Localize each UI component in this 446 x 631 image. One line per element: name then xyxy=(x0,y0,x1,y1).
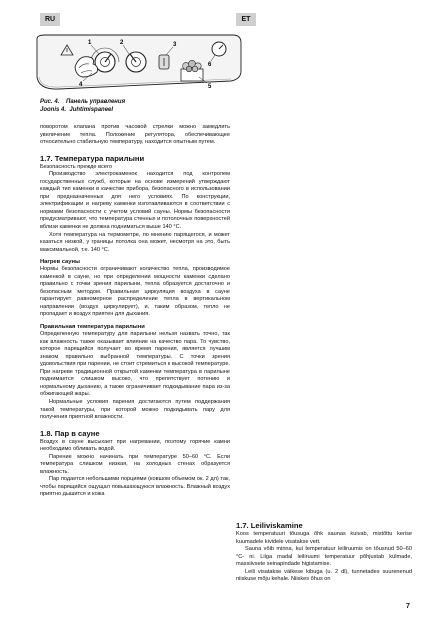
language-tag-et: ET xyxy=(236,13,256,26)
ru-steam-paragraph-1: Воздух в сауне высыхает при нагревании, поэтому горячие камни необходимо обливать водой. xyxy=(40,438,230,453)
ru-steam-paragraph-3: Пар подается небольшими порциями (ковшом объемом ок. 2 дл) так, чтобы парящийся ощущал повышающуюся влажность. Влажный воздух приятно дышится и кожа xyxy=(40,476,230,498)
callout-label-1: 1 xyxy=(88,40,92,46)
callout-label-3: 3 xyxy=(173,42,177,48)
caption-ru-number: Рис. 4. xyxy=(40,99,60,105)
ru-correct-temp-paragraph-1: Определенную температуру для парилыни нельзя назвать точно, так как влажность также оказывает влияние на качество пара. То чувство, которое парящийся получает во время парения, является лучшим знаком правильно выбранной температуры. С точки зрения удовольствия при парении, не стоит стремиться к высокой температуре. При нагреве традиционной открытой каменки температура в парилыне поднимается слишком высоко, что препятствует потению и нормальному дыханию, а также ограничивает подкидывание пара из-за обжигающей жары. xyxy=(40,331,230,398)
ru-safety-paragraph-1: Производство электрокаменок находится под контролем государственных служб, которые на основе измерений утверждают каждый тип каменки в качестве прибора, безопасного в использовании при предназначенных для него условиях. По конструкции, электрификации и нагреву каменки изготавливаются в соответствии с нормами безопасности с учетом условий сауны. Нормы безопасности предусматривают, что температура стенных и потолочных поверхностей вблизи каменки не должна подниматься выше 140 °C. xyxy=(40,171,230,231)
et-paragraph-2: Sauna võib minna, kui temperatuur leiliruumis on tõusnud 50–60 °C- ni. Liiga madal leiliruumi temperatuur põhjustab külmade, massiivsete seinapindade higistamise. xyxy=(236,546,412,568)
thermometer-gauge-icon xyxy=(212,42,226,56)
ru-correct-temp-paragraph-2: Нормальные условия парения достигаются путем поддержания такой температуры, при которой можно подкидывать пару для получения приятной влажности. xyxy=(40,398,230,421)
et-paragraph-1: Koos temperatuuri tõusuga õhk saunas kuivab, mistõttu kerise kuumadele kividele visatakse vett. xyxy=(236,531,412,545)
caption-ru-text: Панель управления xyxy=(66,99,126,105)
et-section-1-7-title: 1.7. Leiliviskamine xyxy=(236,521,303,530)
callout-label-5: 5 xyxy=(208,84,212,90)
ru-section-1-8-title: 1.8. Пар в сауне xyxy=(40,428,100,438)
ru-correct-temp-title: Правильная температура парилыни xyxy=(40,324,145,331)
ru-safety-paragraph-2: Хотя температура на термометре, по мнению парящегося, и может казаться низкой, у границы потолка она может, несмотря на это, быть максимальной, т.е. 140 °C. xyxy=(40,231,230,253)
callout-label-6: 6 xyxy=(208,62,212,68)
heater-stones-icon xyxy=(181,60,203,81)
figure-caption-ru xyxy=(40,98,125,106)
caption-et-number: Joonis 4. xyxy=(40,107,67,113)
page-number: 7 xyxy=(406,603,410,610)
callout-label-4: 4 xyxy=(79,82,83,88)
ru-heating-paragraph: Нормы безопасности ограничивают количество тепла, производимое каменкой в сауне, но при определении мощности каменки сделано правильно с точки зрения парилыни, тепла образуется достаточно и безопасным методом. Правильная циркуляция воздуха в сауне гарантирует равномерное распределение тепла в вертикальном направлении (воздух циркулирует), и, таким образом, тепло не пропадает и воздух приятен для дыхания. xyxy=(40,266,230,318)
ru-heating-title: Нагрев сауны xyxy=(40,259,80,266)
thermostat-knob-icon xyxy=(126,52,146,72)
column-et xyxy=(236,521,412,584)
column-ru xyxy=(40,124,230,499)
ru-safety-subtitle: Безопасность прежде всего xyxy=(40,163,112,170)
et-paragraph-3: Leili visatakse väikese kibuga (u. 2 dl), tunnetades suurenenud niiskuse mõju kehale. Niiskes õhus on xyxy=(236,568,412,583)
figure-caption-et xyxy=(40,106,113,114)
language-tag-ru: RU xyxy=(40,13,60,26)
ru-steam-paragraph-2: Парение можно начинать при температуре 50–60 °C. Если температура слишком низкая, на холодных стенах образуется влажность. xyxy=(40,453,230,475)
caption-et-text: Juhtimispaneel xyxy=(69,107,114,113)
ru-intro-paragraph: поворотом клапана против часовой стрелки можно замедлить увеличение тепла. Положение регулятора, обеспечивающее относительно стабильную температуру, находится опытным путем. xyxy=(40,124,230,146)
ru-section-1-7-title: 1.7. Температура парилыни xyxy=(40,153,145,163)
indicator-lamp-icon xyxy=(159,55,169,69)
control-panel-illustration xyxy=(33,33,245,91)
callout-label-2: 2 xyxy=(120,40,124,46)
